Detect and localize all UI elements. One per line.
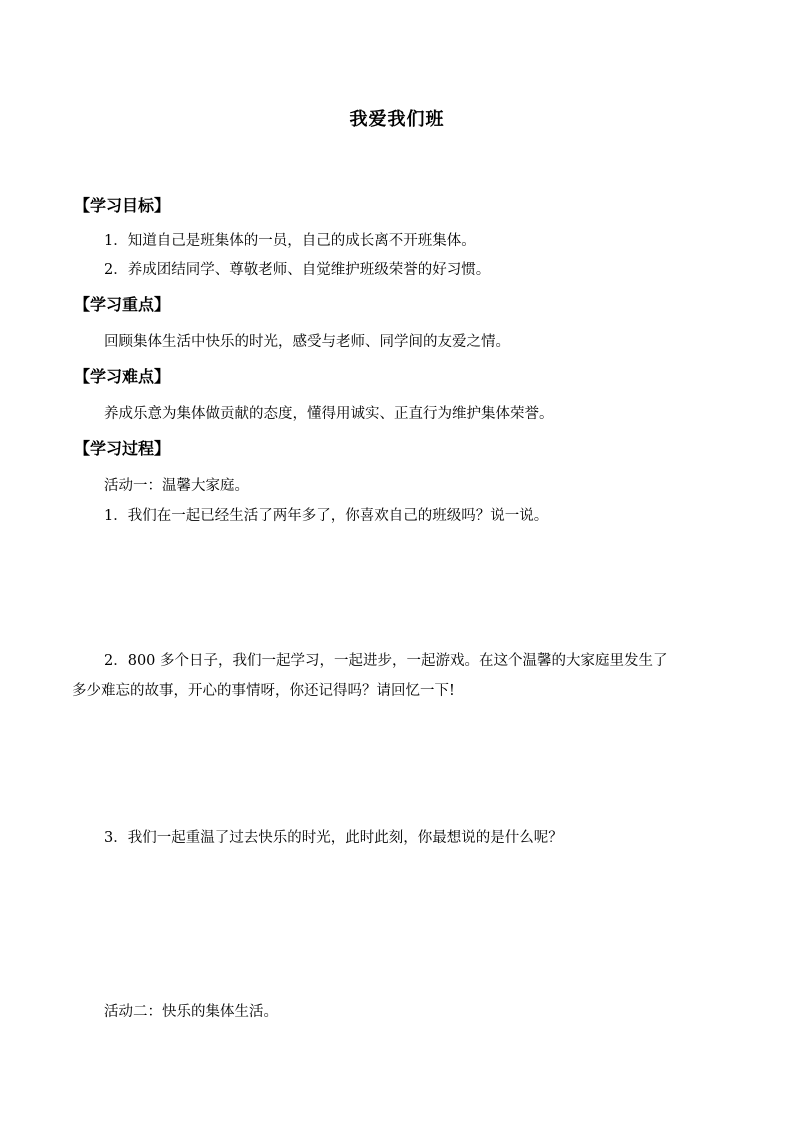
goals-heading: 【学习目标】 (74, 196, 171, 215)
question-2-line-2: 多少难忘的故事，开心的事情呀，你还记得吗？请回忆一下! (72, 683, 455, 699)
goal-item-1: 1．知道自己是班集体的一员，自己的成长离不开班集体。 (104, 233, 476, 249)
difficulty-text: 养成乐意为集体做贡献的态度，懂得用诚实、正直行为维护集体荣誉。 (104, 406, 554, 422)
activity-1-title: 活动一：温馨大家庭。 (104, 478, 249, 494)
question-3: 3．我们一起重温了过去快乐的时光，此时此刻，你最想说的是什么呢？ (104, 830, 563, 846)
page-title: 我爱我们班 (349, 109, 445, 130)
focus-heading: 【学习重点】 (74, 295, 171, 314)
process-heading: 【学习过程】 (74, 439, 171, 458)
question-2-line-1: 2．800 多个日子，我们一起学习，一起进步，一起游戏。在这个温馨的大家庭里发生了 (104, 653, 668, 669)
goal-item-2: 2．养成团结同学、尊敬老师、自觉维护班级荣誉的好习惯。 (104, 262, 491, 278)
difficulty-heading: 【学习难点】 (74, 367, 171, 386)
activity-2-title: 活动二：快乐的集体生活。 (104, 1004, 278, 1020)
question-1: 1．我们在一起已经生活了两年多了，你喜欢自己的班级吗？说一说。 (104, 508, 549, 524)
focus-text: 回顾集体生活中快乐的时光，感受与老师、同学间的友爱之情。 (104, 334, 510, 350)
